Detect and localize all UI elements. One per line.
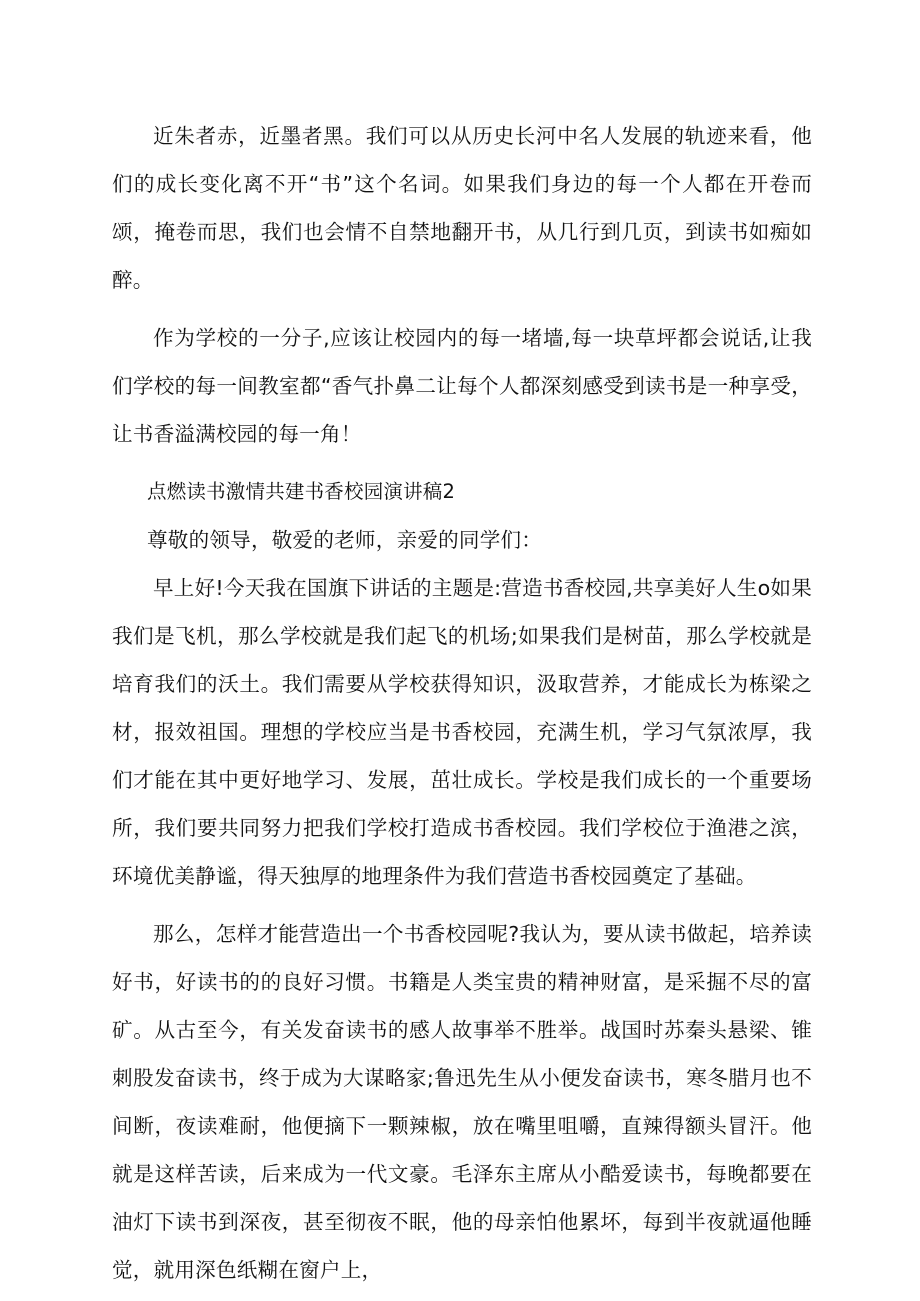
section-title: 点燃读书激情共建书香校园演讲稿2 xyxy=(147,480,456,503)
paragraph-4: 那么，怎样才能营造出一个书香校园呢?我认为，要从读书做起，培养读好书，好读书的的良好习惯。书籍是人类宝贵的精神财富，是采掘不尽的富矿。从古至今，有关发奋读书的感人故事举不胜举。战国时苏秦头悬梁、锥刺股发奋读书，终于成为大谋略家;鲁迅先生从小便发奋读书，寒冬腊月也不间断，夜读难耐，他便摘下一颗辣椒，放在嘴里咀嚼，直辣得额头冒汗。他就是这样苦读，后来成为一代文豪。毛泽东主席从小酷爱读书，每晚都要在油灯下读书到深夜，甚至彻夜不眠，他的母亲怕他累坏，每到半夜就逼他睡觉，就用深色纸糊在窗户上， xyxy=(112,922,812,1282)
paragraph-1: 近朱者赤，近墨者黑。我们可以从历史长河中名人发展的轨迹来看，他们的成长变化离不开“书”这个名词。如果我们身边的每一个人都在开卷而颂，掩卷而思，我们也会情不自禁地翻开书，从几行到几页，到读书如痴如醉。 xyxy=(112,124,812,292)
paragraph-3: 早上好!今天我在国旗下讲话的主题是:营造书香校园,共享美好人生o如果我们是飞机，那么学校就是我们起飞的机场;如果我们是树苗，那么学校就是培育我们的沃土。我们需要从学校获得知识，汲取营养，才能成长为栋梁之材，报效祖国。理想的学校应当是书香校园，充满生机，学习气氛浓厚，我们才能在其中更好地学习、发展，茁壮成长。学校是我们成长的一个重要场所，我们要共同努力把我们学校打造成书香校园。我们学校位于渔港之滨，环境优美静谧，得天独厚的地理条件为我们营造书香校园奠定了基础。 xyxy=(112,576,812,888)
document-page xyxy=(112,112,812,1294)
salutation: 尊敬的领导，敬爱的老师，亲爱的同学们： xyxy=(147,528,543,552)
paragraph-2: 作为学校的一分子,应该让校园内的每一堵墙,每一块草坪都会说话,让我们学校的每一间教室都“香气扑鼻二让每个人都深刻感受到读书是一种享受，让书香溢满校园的每一角！ xyxy=(112,326,812,446)
